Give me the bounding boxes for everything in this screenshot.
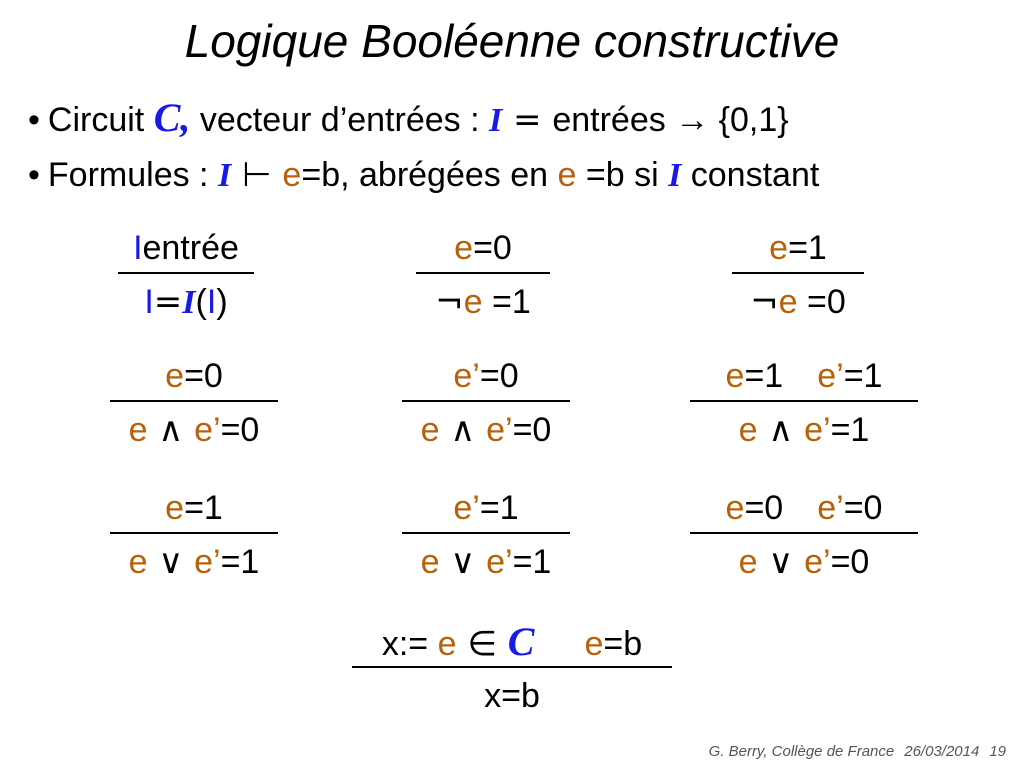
slide-footer xyxy=(699,743,1006,760)
circuit-symbol: C, xyxy=(153,95,191,140)
footer-page-number: 19 xyxy=(989,743,1006,760)
rule-premise: e’=0 xyxy=(453,357,519,395)
rule-conclusion: e ∨ e’=0 xyxy=(738,542,870,582)
inference-bar xyxy=(110,532,278,534)
rule-premise: e’=1 xyxy=(453,489,519,527)
rule-assign xyxy=(352,619,672,722)
footer-date: 26/03/2014 xyxy=(904,743,980,760)
rule-premise: x:= e ∈ C e=b xyxy=(381,619,643,664)
rule-conclusion: I=I(I) xyxy=(144,282,228,322)
input-vector-symbol: I xyxy=(217,157,232,194)
rule-and-both xyxy=(690,356,918,456)
rule-premise: e=0 xyxy=(165,357,223,395)
inference-bar xyxy=(118,272,254,274)
rule-or-left xyxy=(110,488,278,588)
inference-bar xyxy=(690,400,918,402)
rule-premise: e=1 e’=1 xyxy=(725,357,883,395)
rule-conclusion: e ∨ e’=1 xyxy=(128,542,260,582)
signal-e: e xyxy=(282,156,302,194)
rule-not-1 xyxy=(732,228,864,328)
bullet-text: Formules : xyxy=(47,156,218,194)
rule-premise: e=0 e’=0 xyxy=(725,489,883,527)
rule-premise: e=1 xyxy=(165,489,223,527)
rule-premise: e=1 xyxy=(769,229,827,267)
rule-or-both xyxy=(690,488,918,588)
rule-conclusion: ¬e =0 xyxy=(750,282,846,322)
turnstile-symbol: ⊢ xyxy=(231,155,283,195)
rule-premise: Ientrée xyxy=(133,229,239,267)
rule-or-right xyxy=(402,488,570,588)
rule-conclusion: e ∧ e’=0 xyxy=(128,410,260,450)
inference-bar xyxy=(352,666,672,668)
bullet-text: =b si xyxy=(576,156,669,194)
equals-sign: = xyxy=(502,100,553,140)
rule-and-right xyxy=(402,356,570,456)
input-vector-symbol: I xyxy=(489,102,503,139)
inference-bar xyxy=(732,272,864,274)
rule-conclusion: x=b xyxy=(484,677,540,715)
rule-conclusion: e ∧ e’=1 xyxy=(738,410,870,450)
rule-not-0 xyxy=(416,228,550,328)
inference-bar xyxy=(402,532,570,534)
rule-input xyxy=(118,228,254,328)
bullet-text: Circuit xyxy=(47,101,154,139)
bullet-text: vecteur d’entrées : xyxy=(190,101,489,139)
bullet-text: entrées → {0,1} xyxy=(552,101,789,139)
inference-bar xyxy=(690,532,918,534)
rule-premise: e=0 xyxy=(454,229,512,267)
rule-conclusion: e ∧ e’=0 xyxy=(420,410,552,450)
inference-bar xyxy=(110,400,278,402)
signal-e: e xyxy=(557,156,577,194)
footer-author: G. Berry, Collège de France xyxy=(708,743,895,760)
bullet-text: =b, abrégées en xyxy=(301,156,558,194)
bullet-circuit xyxy=(28,96,789,143)
bullet-dot: • xyxy=(28,101,40,139)
rule-and-left xyxy=(110,356,278,456)
bullet-text: constant xyxy=(681,156,820,194)
rule-conclusion: e ∨ e’=1 xyxy=(420,542,552,582)
inference-bar xyxy=(402,400,570,402)
bullet-formulas xyxy=(28,153,819,198)
inference-bar xyxy=(416,272,550,274)
bullet-dot: • xyxy=(28,156,40,194)
slide-title: Logique Booléenne constructive xyxy=(184,15,840,67)
input-vector-symbol: I xyxy=(668,157,682,194)
rule-conclusion: ¬e =1 xyxy=(435,282,531,322)
